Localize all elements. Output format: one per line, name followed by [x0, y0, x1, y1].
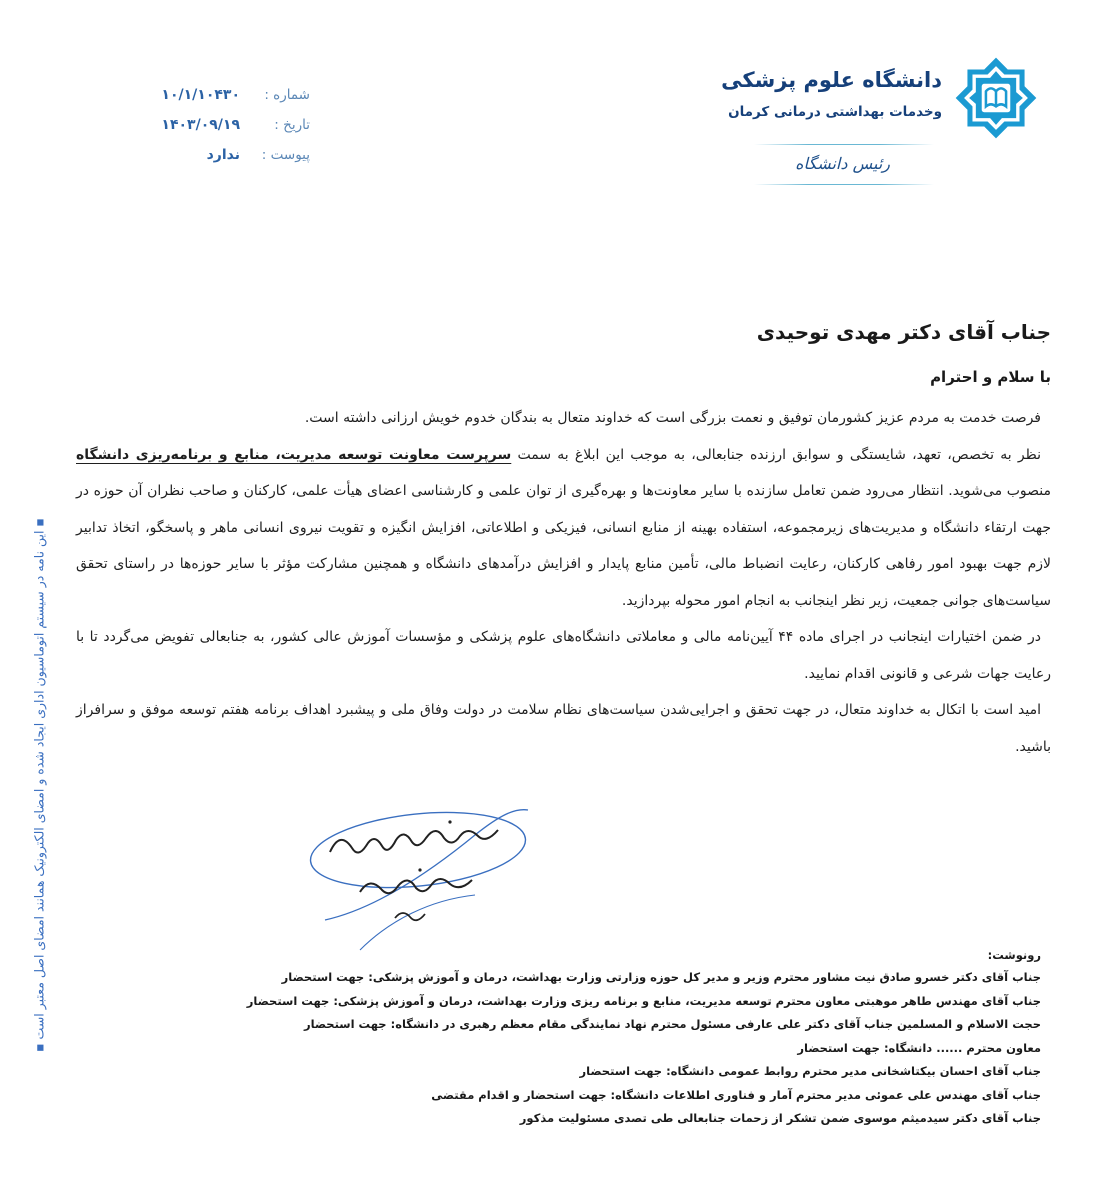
university-name: دانشگاه علوم پزشکی — [721, 68, 942, 92]
cc-list — [246, 944, 1041, 1131]
greeting: با سلام و احترام — [930, 368, 1051, 386]
cc-line: معاون محترم ...... دانشگاه: جهت استحضار — [797, 1040, 1041, 1055]
cc-line: حجت الاسلام و المسلمین جناب آقای دکتر علی عارفی مسئول محترم نهاد نمایندگی مقام معظم رهبری در دانشگاه: جهت استحضار — [304, 1017, 1041, 1031]
letter-body — [76, 400, 1051, 765]
letterhead-logo-block — [721, 56, 1038, 191]
attachment-value: ندارد — [206, 147, 240, 163]
header-divider-top — [754, 144, 934, 145]
appointed-position: سرپرست معاونت توسعه مدیریت، منابع و برنامه‌ریزی دانشگاه — [76, 446, 512, 463]
handwritten-signature — [300, 800, 545, 960]
side-note-text: ▪ این نامه در سیستم اتوماسیون اداری ایجاد شده و امضای الکترونیک همانند امضای اصل معتبر است ▪ — [31, 518, 47, 1052]
cc-line: جناب آقای مهندس علی عموئی مدیر محترم آمار و فناوری اطلاعات دانشگاه: جهت استحضار و اقدام مقتضی — [431, 1087, 1041, 1102]
cc-title: رونوشت: — [987, 948, 1041, 962]
e-signature-side-note — [28, 515, 50, 1055]
number-label: شماره : — [264, 87, 310, 103]
paragraph-1: فرصت خدمت به مردم عزیز کشورمان توفیق و نعمت بزرگی است که خداوند متعال به بندگان خدوم خویش ارزانی داشته است. — [304, 410, 1041, 426]
addressee: جناب آقای دکتر مهدی توحیدی — [756, 320, 1051, 344]
university-subtitle: وخدمات بهداشتی درمانی کرمان — [728, 104, 942, 120]
cc-line: جناب آقای احسان بیکتاشخانی مدیر محترم روابط عمومی دانشگاه: جهت استحضار — [579, 1064, 1041, 1078]
paragraph-4: امید است با اتکال به خداوند متعال، در جهت تحقق و اجرایی‌شدن سیاست‌های نظام سلامت در دولت وفاق ملی و پیشبرد اهداف برنامه هفتم توسعه موفق و سرافراز باشید. — [76, 702, 1051, 755]
letter-reference-block — [120, 80, 310, 170]
paragraph-2-end: منصوب می‌شوید. انتظار می‌رود ضمن تعامل سازنده با سایر معاونت‌ها و بهره‌گیری از توان علمی و کارشناسی اعضای هیأت علمی، کارکنان و صاحب نظران آن حوزه در جهت ارتقاء دانشگاه و مدیریت‌های زیرمجموعه، استفاده بهینه از منابع انسانی، فیزیکی و اطلاعاتی، افزایش انگیزه و تقویت نیروی انسانی ماهر و پاسخگو، اتخاذ تدابیر لازم جهت بهبود امور رفاهی کارکنان، رعایت انضباط مالی، تأمین منابع پایدار و افزایش درآمدهای دانشگاه و همچنین مشارکت مؤثر با سایر حوزه‌ها در راستای تحقق سیاست‌های جوانی جمعیت، زیر نظر اینجانب به انجام امور محوله بپردازید. — [76, 483, 1051, 609]
date-row — [120, 110, 310, 140]
cc-line: جناب آقای دکتر سیدمیثم موسوی ضمن تشکر از زحمات جنابعالی طی تصدی مسئولیت مذکور — [519, 1111, 1041, 1125]
university-emblem-icon — [954, 56, 1038, 140]
paragraph-2 — [76, 437, 1051, 620]
number-value: ۱۰/۱/۱۰۴۳۰ — [161, 87, 240, 103]
attachment-label: پیوست : — [261, 147, 310, 163]
date-value: ۱۴۰۳/۰۹/۱۹ — [161, 117, 240, 133]
paragraph-2-start: نظر به تخصص، تعهد، شایستگی و سوابق ارزنده جنابعالی، به موجب این ابلاغ به سمت — [511, 446, 1041, 463]
number-row — [120, 80, 310, 110]
attachment-row — [120, 140, 310, 170]
office-title: رئیس دانشگاه — [795, 154, 890, 173]
date-label: تاریخ : — [274, 117, 310, 133]
paragraph-3: در ضمن اختیارات اینجانب در اجرای ماده ۴۴ آیین‌نامه مالی و معاملاتی دانشگاه‌های علوم پزشکی و مؤسسات آموزش عالی کشور، به جنابعالی تفویض می‌گردد تا با رعایت جهات شرعی و قانونی اقدام نمایید. — [76, 629, 1051, 682]
header-divider-bottom — [754, 184, 934, 185]
cc-line: جناب آقای مهندس طاهر موهبتی معاون محترم توسعه مدیریت، منابع و برنامه ریزی وزارت بهداشت، درمان و آموزش پزشکی: جهت استحضار — [246, 993, 1041, 1008]
cc-line: جناب آقای دکتر خسرو صادق نیت مشاور محترم وزیر و مدیر کل حوزه وزارتی وزارت بهداشت، درمان و آموزش پزشکی: جهت استحضار — [281, 970, 1041, 984]
